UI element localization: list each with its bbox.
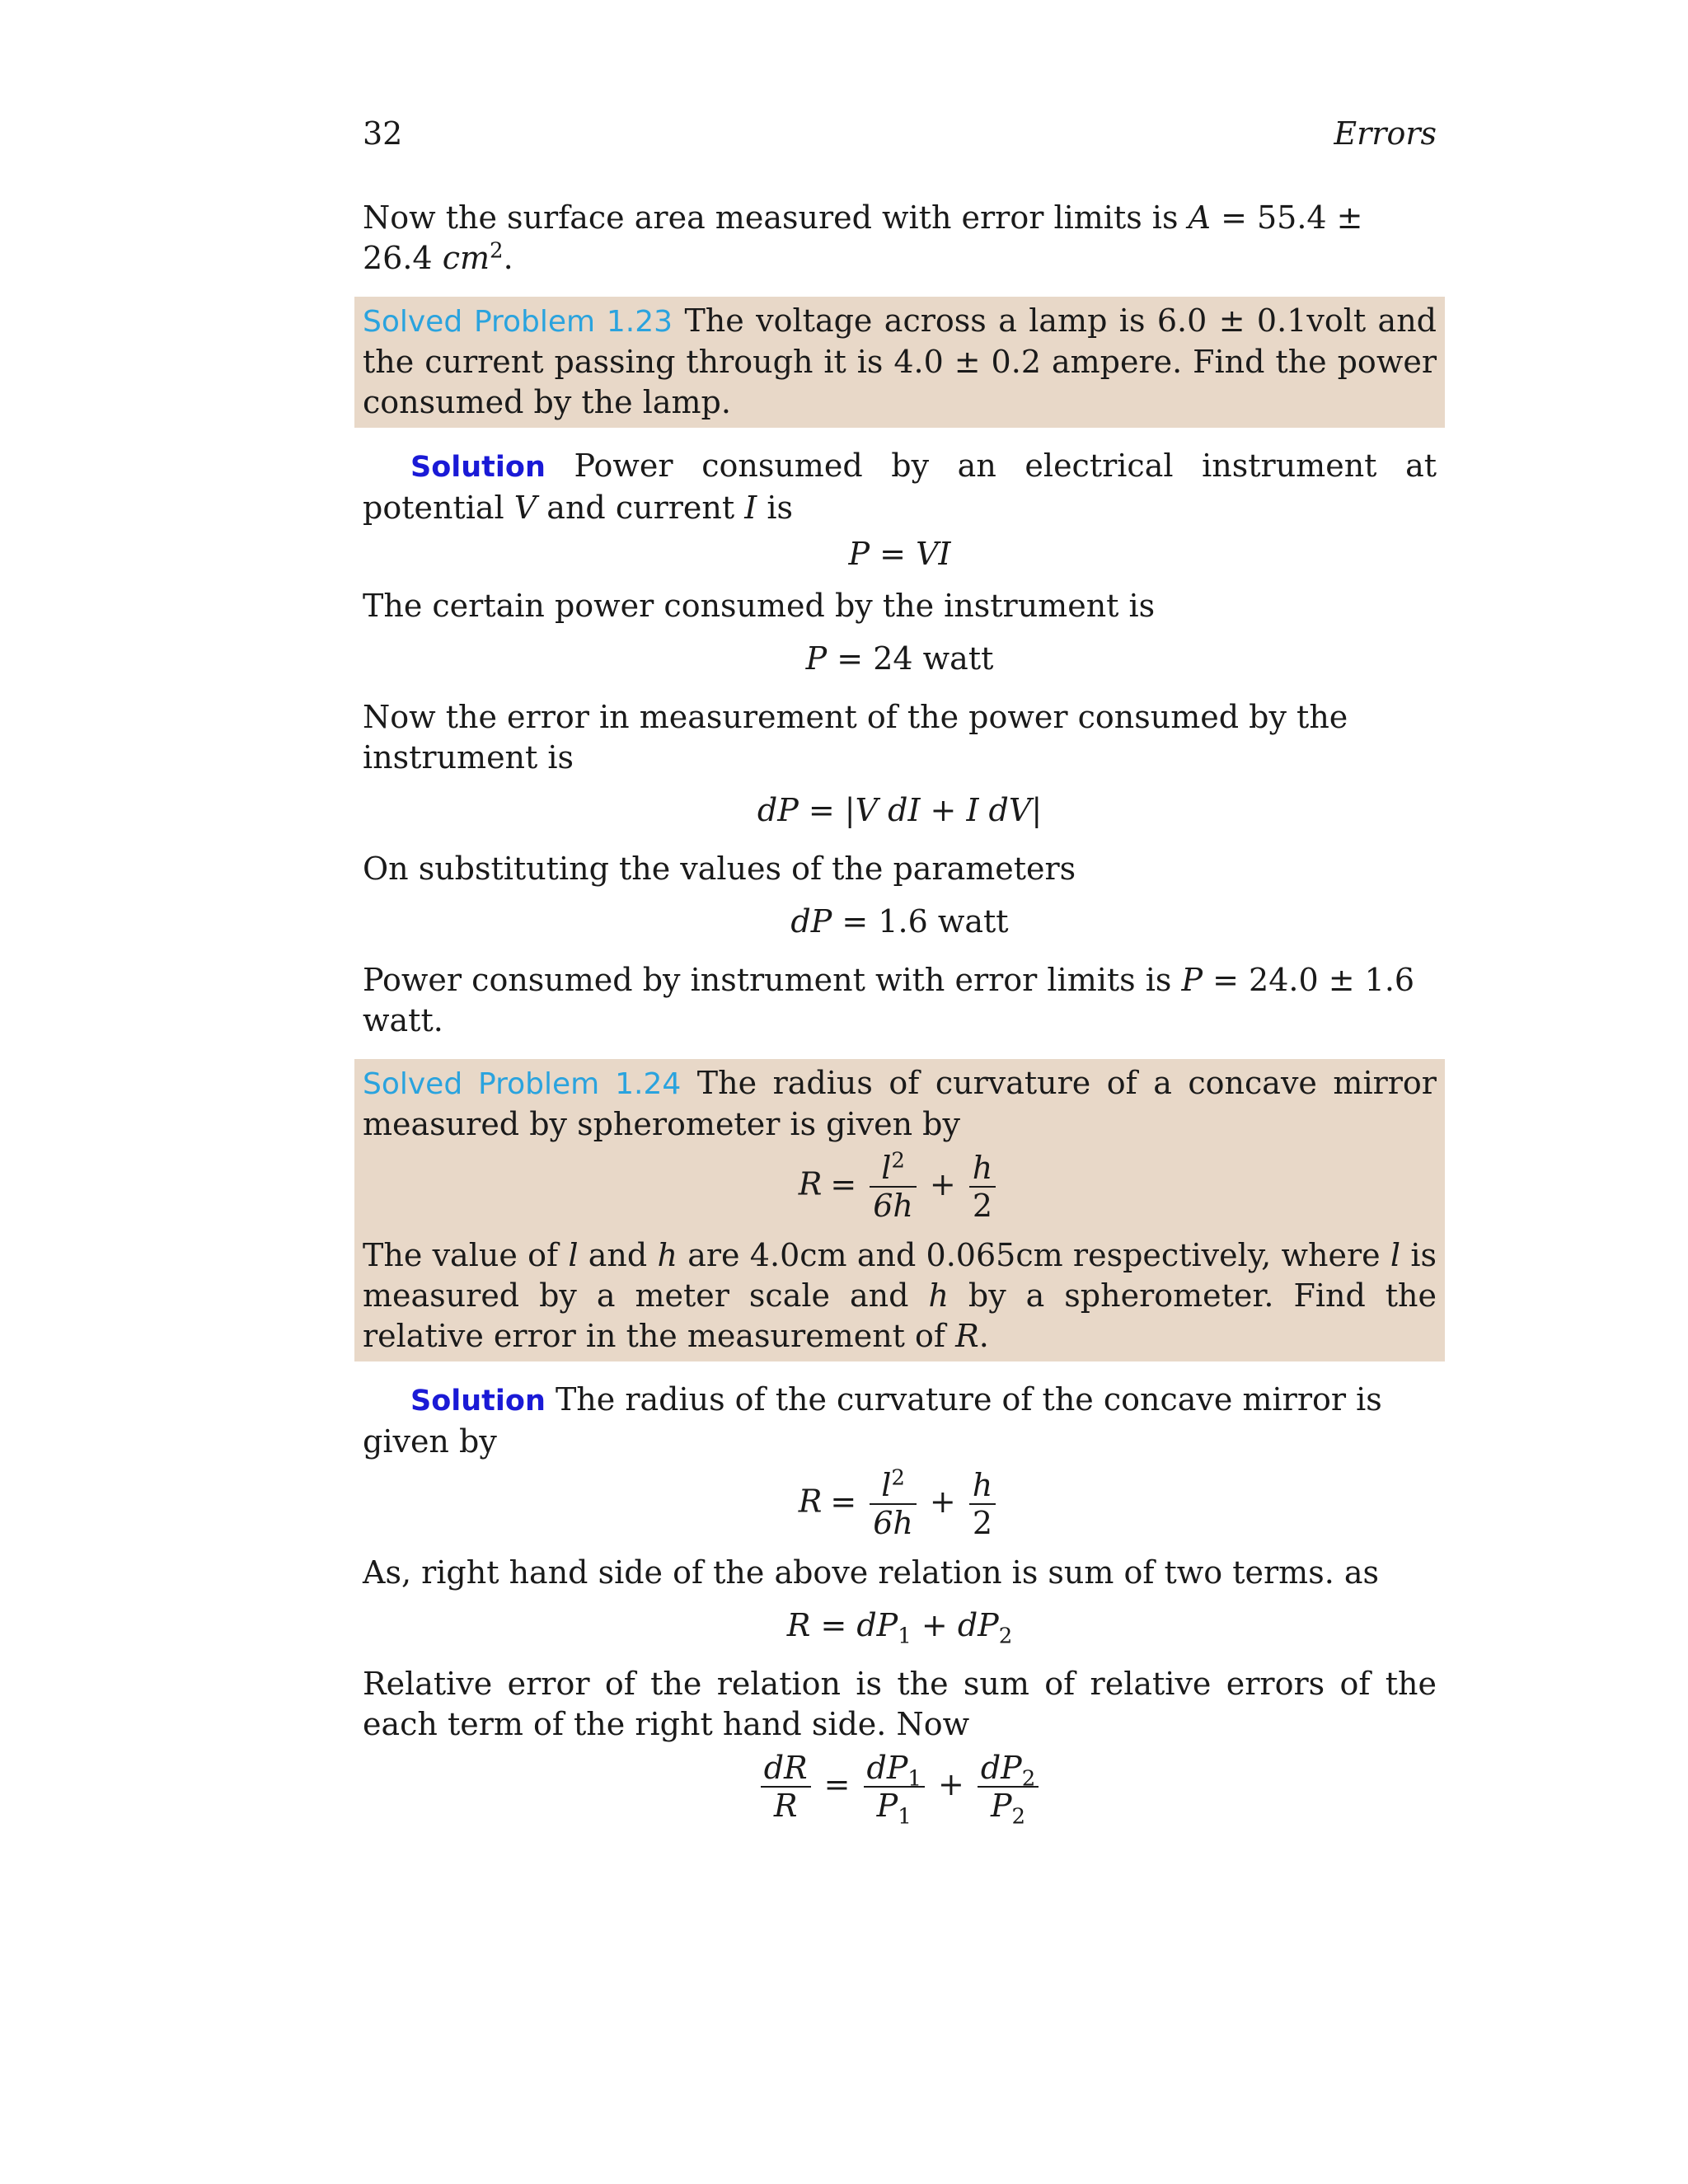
fraction-l2-6h: $\frac{l^2}{6h}$ bbox=[870, 1467, 917, 1541]
equation-relative-error: $\frac{dR}{R}$ = $\frac{dP_1}{P_1}$ + $\frac{dP_2}{P_2}$ bbox=[363, 1750, 1437, 1824]
fraction-dp1-p1: $\frac{dP_1}{P_1}$ bbox=[864, 1750, 925, 1824]
fraction-h-2: $\frac{h}{2}$ bbox=[969, 1467, 996, 1541]
solution-paragraph: Solution Power consumed by an electrical instrument at potential V and current I is bbox=[363, 448, 1437, 526]
equation-radius-formula: R = $\frac{l^2}{6h}$ + $\frac{h}{2}$ bbox=[363, 1150, 1437, 1224]
fraction-dr-r: $\frac{dR}{R}$ bbox=[761, 1750, 811, 1824]
text-error-power: Now the error in measurement of the power consumed by the instrument is bbox=[363, 699, 1348, 776]
text-certain-power: The certain power consumed by the instrument is bbox=[363, 588, 1156, 624]
text-power-limits: Power consumed by instrument with error limits is P = 24.0 ± 1.6 watt. bbox=[363, 962, 1415, 1038]
page-body bbox=[363, 198, 1437, 1835]
equation-p-24: P = 24 watt bbox=[805, 640, 994, 677]
problem-statement: Solved Problem 1.23 The voltage across a lamp is 6.0 ± 0.1volt and the current passing through it is 4.0 ± 0.2 ampere. Find the power consumed by the lamp. bbox=[363, 302, 1437, 420]
equation-dp: dP = |V dI + I dV| bbox=[757, 792, 1043, 828]
page-number: 32 bbox=[363, 115, 403, 152]
running-header bbox=[363, 115, 1437, 160]
text-relative-error: Relative error of the relation is the sum of relative errors of the each term of the right hand side. Now bbox=[363, 1666, 1437, 1742]
solution-paragraph: Solution The radius of the curvature of the concave mirror is given by bbox=[363, 1381, 1382, 1460]
solution-label: Solution bbox=[410, 1385, 546, 1418]
equation-r-sum: $R = dP_1 + dP_2$ bbox=[786, 1607, 1013, 1649]
equation-p-vi: P = VI bbox=[848, 536, 951, 572]
chapter-title: Errors bbox=[1334, 115, 1437, 152]
problem-label: Solved Problem 1.24 bbox=[363, 1067, 682, 1101]
problem-label: Solved Problem 1.23 bbox=[363, 305, 673, 339]
intro-paragraph: Now the surface area measured with error limits is A = 55.4 ± 26.4 $cm^2$. bbox=[363, 199, 1363, 276]
fraction-dp2-p2: $\frac{dP_2}{P_2}$ bbox=[978, 1750, 1039, 1824]
problem-box-1-23 bbox=[354, 297, 1445, 428]
problem-statement: Solved Problem 1.24 The radius of curvature of a concave mirror measured by spherometer is given by bbox=[363, 1065, 1437, 1142]
problem-box-1-24 bbox=[354, 1059, 1445, 1361]
fraction-l2-6h: $\frac{l^2}{6h}$ bbox=[870, 1150, 917, 1224]
text-two-terms: As, right hand side of the above relation is sum of two terms. as bbox=[363, 1554, 1380, 1591]
equation-radius-formula-solution: R = $\frac{l^2}{6h}$ + $\frac{h}{2}$ bbox=[363, 1467, 1437, 1541]
problem-values: The value of l and h are 4.0cm and 0.065cm respectively, where l is measured by a meter scale and h by a spherometer. Find the relative error in the measurement of R. bbox=[363, 1237, 1437, 1354]
solution-label: Solution bbox=[410, 451, 546, 484]
fraction-h-2: $\frac{h}{2}$ bbox=[969, 1150, 996, 1224]
equation-dp-value: dP = 1.6 watt bbox=[790, 903, 1009, 940]
text-substituting: On substituting the values of the parameters bbox=[363, 851, 1076, 887]
